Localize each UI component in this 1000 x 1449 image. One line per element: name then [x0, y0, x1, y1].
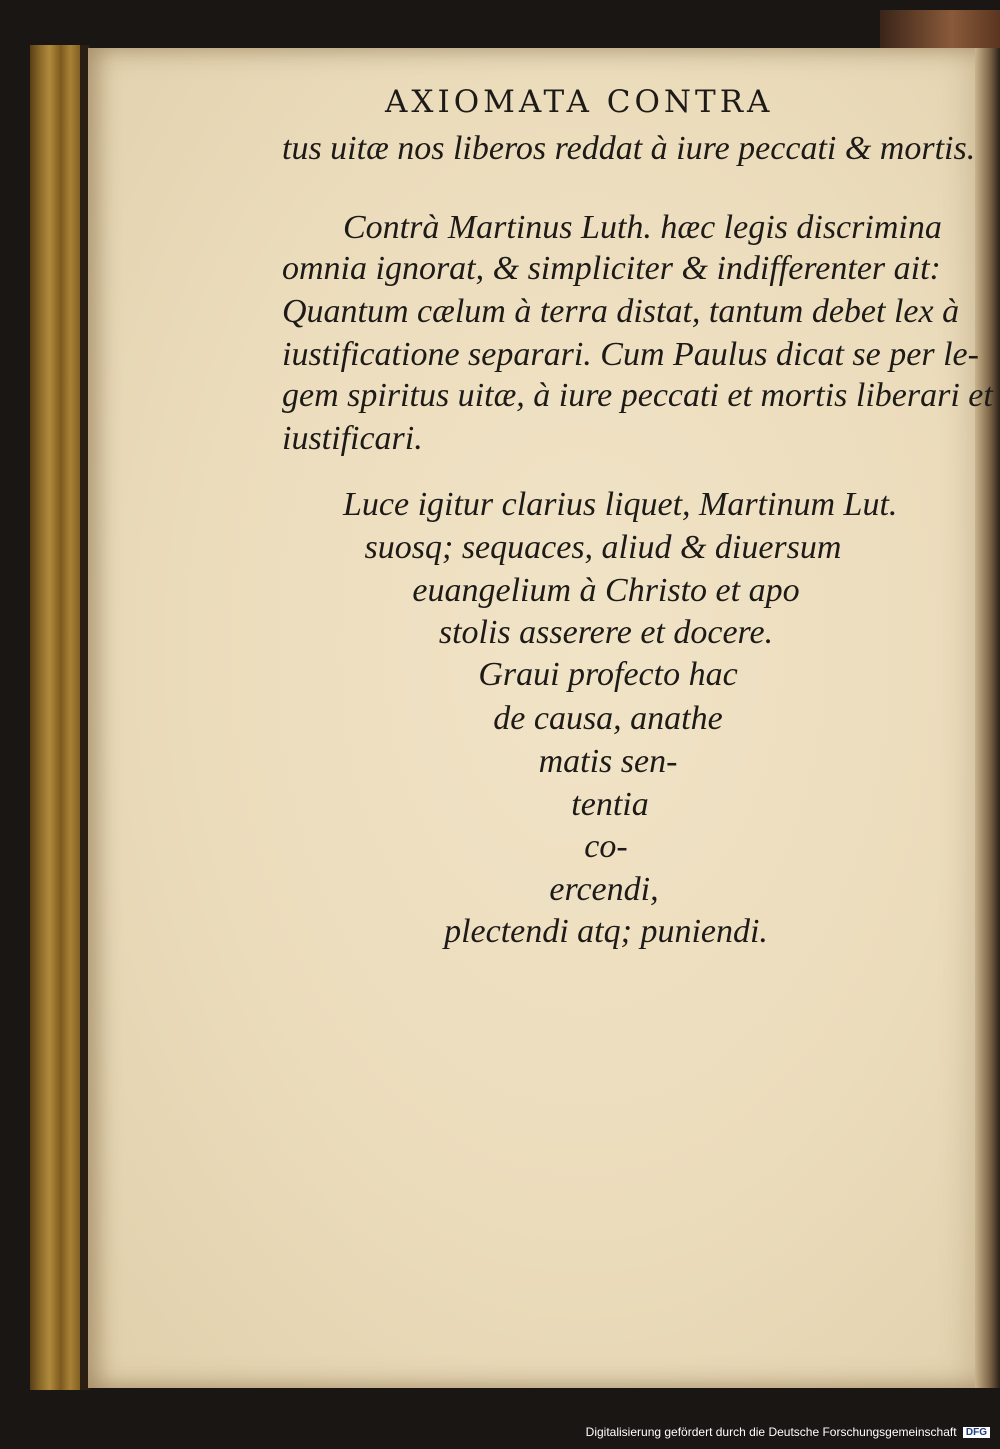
- text-line: iustificatione separari. Cum Paulus dicat se per le-: [282, 336, 979, 373]
- text-line: co-: [584, 828, 628, 865]
- text-line: Quantum cælum à terra distat, tantum debet lex à: [282, 293, 960, 330]
- text-line: Luce igitur clarius liquet, Martinum Lut.: [343, 486, 898, 523]
- text-line: Contrà Martinus Luth. hæc legis discrimina: [343, 209, 942, 246]
- dfg-logo: DFG: [963, 1427, 990, 1438]
- text-line: euangelium à Christo et apo: [412, 572, 800, 609]
- running-header: AXIOMATA CONTRA: [385, 84, 774, 120]
- text-line: plectendi atq; puniendi.: [444, 913, 768, 950]
- text-line: tentia: [571, 786, 649, 823]
- digitization-credit: [0, 1425, 990, 1445]
- book-spine: [30, 45, 86, 1390]
- text-line: suosq; sequaces, aliud & diuersum: [364, 529, 842, 566]
- text-line: omnia ignorat, & simpliciter & indifferenter ait:: [282, 250, 941, 287]
- text-line: gem spiritus uitæ, à iure peccati et mortis liberari et: [282, 377, 993, 414]
- credit-text: Digitalisierung gefördert durch die Deutsche Forschungsgemeinschaft: [585, 1425, 957, 1439]
- text-line: matis sen-: [538, 743, 678, 780]
- text-line: stolis asserere et docere.: [438, 614, 774, 651]
- text-line: de causa, anathe: [493, 700, 723, 737]
- text-line: tus uitæ nos liberos reddat à iure peccati & mortis.: [282, 130, 976, 167]
- text-line: ercendi,: [549, 871, 659, 908]
- text-line: Graui profecto hac: [478, 656, 738, 693]
- text-line: iustificari.: [282, 420, 423, 457]
- book-cover-corner: [880, 10, 1000, 50]
